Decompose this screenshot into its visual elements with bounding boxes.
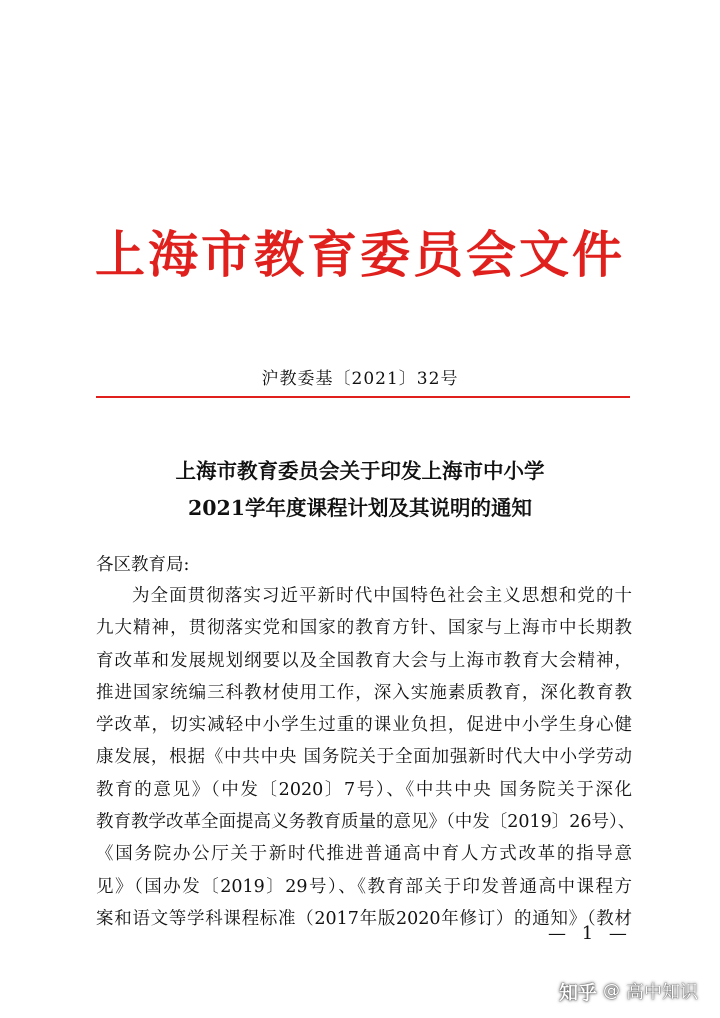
body-line: 育改革和发展规划纲要以及全国教育大会与上海市教育大会精神， bbox=[96, 650, 632, 671]
body-line: 学改革，切实减轻中小学生过重的课业负担，促进中小学生身心健 bbox=[96, 715, 632, 736]
body-paragraph bbox=[96, 580, 636, 935]
letterhead-title: 上海市教育委员会文件 bbox=[95, 225, 625, 284]
body-line: 教育教学改革全面提高义务教育质量的意见》（中发〔2019〕26号）、 bbox=[96, 812, 636, 833]
body-line: 康发展，根据《中共中央 国务院关于全面加强新时代大中小学劳动 bbox=[96, 747, 632, 768]
document-title bbox=[88, 453, 632, 527]
page-number: — 1 — bbox=[548, 923, 627, 944]
watermark-author: 高中知识 bbox=[626, 982, 698, 1003]
document-number: 沪教委基〔2021〕32号 bbox=[261, 369, 459, 389]
zhihu-watermark bbox=[559, 978, 698, 1004]
watermark-at-sign: @ bbox=[603, 981, 620, 1001]
body-line: 九大精神，贯彻落实党和国家的教育方针、国家与上海市中长期教 bbox=[96, 618, 632, 639]
title-line: 2021学年度课程计划及其说明的通知 bbox=[187, 496, 533, 520]
red-divider-line bbox=[96, 396, 630, 398]
title-line: 上海市教育委员会关于印发上海市中小学 bbox=[175, 459, 545, 483]
body-line: 《国务院办公厅关于新时代推进普通高中育人方式改革的指导意 bbox=[96, 844, 632, 865]
body-line: 为全面贯彻落实习近平新时代中国特色社会主义思想和党的十 bbox=[132, 586, 632, 606]
body-line: 案和语文等学科课程标准（2017年版2020年修订）的通知》（教材 bbox=[96, 908, 632, 929]
body-line: 教育的意见》（中发〔2020〕7号）、《中共中央 国务院关于深化 bbox=[96, 779, 632, 800]
body-line: 见》（国办发〔2019〕29号）、《教育部关于印发普通高中课程方 bbox=[96, 876, 632, 897]
salutation: 各区教育局: bbox=[96, 555, 190, 575]
watermark-brand: 知乎 bbox=[558, 981, 597, 1004]
body-line: 推进国家统编三科教材使用工作，深入实施素质教育，深化教育教 bbox=[96, 682, 632, 703]
